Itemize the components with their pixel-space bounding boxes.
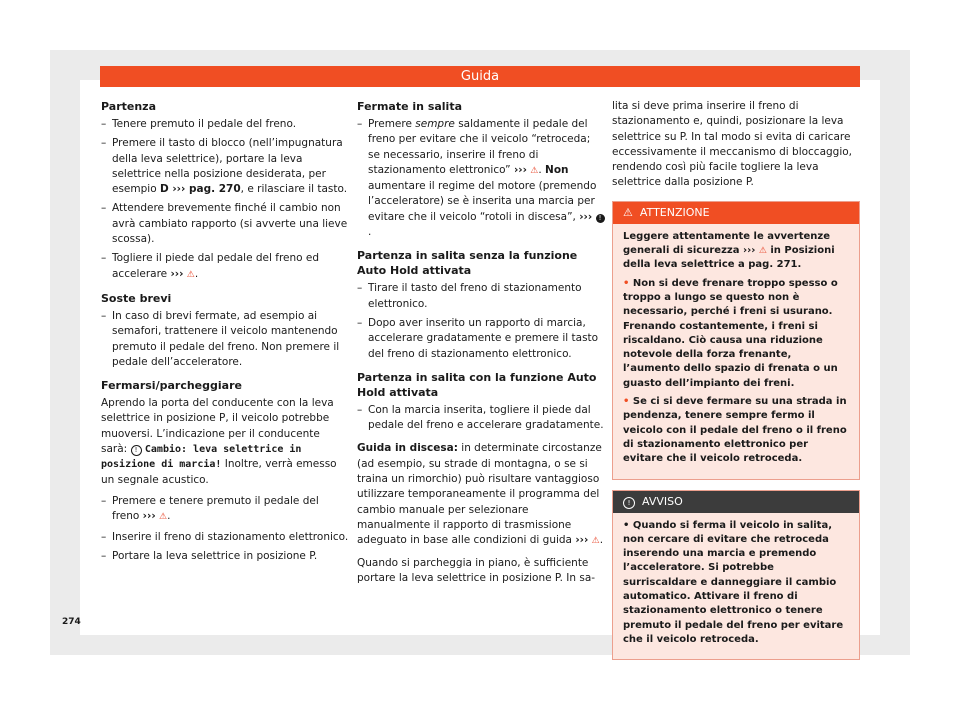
heading-fermate: Fermate in salita bbox=[357, 100, 463, 113]
list-item: – Tirare il tasto del freno di stazionamento elettronico. bbox=[357, 282, 582, 310]
column-3 bbox=[612, 99, 860, 660]
avviso-bullet: • Quando si ferma il veicolo in salita, non cercare di evitare che retroceda inserendo una marcia e premendo l’acceleratore. Si potrebbe surriscaldare e danneggiare il cambio automatico. Attivare il freno di stazionamento elettronico o tenere premuto il pedale del freno per evitare che il veicolo retroceda. bbox=[623, 519, 844, 645]
heading-senza-autohold: Partenza in salita senza la funzione Auto Hold attivata bbox=[357, 249, 578, 278]
paragraph: Aprendo la porta del conducente con la leva selettrice in posizione P, il veicolo potrebbe muoversi. L’indicazione per il conducente sarà: ! Cambio: leva selettrice in posizione di marcia! Inoltre, verrà emesso un segnale acustico. bbox=[101, 397, 337, 486]
info-icon: ! bbox=[623, 497, 635, 509]
attenzione-header: ⚠ ATTENZIONE bbox=[613, 202, 859, 224]
attenzione-box bbox=[612, 201, 860, 480]
info-icon[interactable]: ! bbox=[596, 214, 605, 223]
list-item: – Premere sempre saldamente il pedale del freno per evitare che il veicolo “retroceda; se necessario, inserire il freno di stazionamento elettronico” ››› ⚠. Non aumentare il regime del motore (premendo l’acceleratore) se è inserita una marcia per evitare che il veicolo “rotoli in discesa”, ››› !. bbox=[357, 117, 605, 240]
attenzione-bullet: • Non si deve frenare troppo spesso o troppo a lungo se questo non è necessario, perché i freni si usurano. Frenando costantemente, i freni si riscaldano. Ciò causa una riduzione notevole della forza frenante, l’aumento dello spazio di frenata o un guasto dell’impianto dei freni. bbox=[623, 277, 838, 389]
exclamation-icon: ! bbox=[131, 445, 142, 456]
heading-con-autohold: Partenza in salita con la funzione Auto Hold attivata bbox=[357, 370, 597, 399]
heading-partenza: Partenza bbox=[101, 100, 156, 113]
warning-icon[interactable]: ⚠ bbox=[159, 512, 168, 523]
section-header: Guida bbox=[100, 66, 860, 87]
avviso-header: ! AVVISO bbox=[613, 491, 859, 513]
heading-soste: Soste brevi bbox=[101, 291, 172, 305]
paragraph-discesa: Guida in discesa: in determinate circostanze (ad esempio, su strade di montagna, o se si traina un rimorchio) può risultare vantaggioso utilizzare temporaneamente il programma del cambio manuale per selezionare manualmente il rapporto di trasmissione adeguato in base alle condizioni di guida ››› ⚠. bbox=[357, 442, 604, 547]
list-item: – Tenere premuto il pedale del freno. bbox=[101, 118, 297, 130]
attenzione-bullet: • Se ci si deve fermare su una strada in pendenza, tenere sempre fermo il veicolo con il pedale del freno o il freno di stazionamento elettronico per evitare che il veicolo retroceda. bbox=[623, 396, 847, 465]
paragraph-piano: Quando si parcheggia in piano, è sufficiente portare la leva selettrice in posizione P. In sa- bbox=[357, 556, 596, 584]
list-item: – Dopo aver inserito un rapporto di marcia, accelerare gradatamente e premere il tasto del freno di stazionamento elettronico. bbox=[357, 316, 599, 360]
warning-icon[interactable]: ⚠ bbox=[758, 246, 767, 257]
heading-fermarsi: Fermarsi/parcheggiare bbox=[101, 379, 242, 393]
list-item: – Togliere il piede dal pedale del freno ed accelerare ››› ⚠. bbox=[101, 252, 320, 280]
list-item: – Attendere brevemente finché il cambio non avrà cambiato rapporto (si avverte una lieve scossa). bbox=[101, 202, 348, 246]
avviso-box bbox=[612, 490, 860, 661]
page-reference[interactable]: D ››› pag. 270 bbox=[159, 183, 241, 196]
list-item: – In caso di brevi fermate, ad esempio ai semafori, trattenere il veicolo mantenendo premuto il pedale del freno. Non premere il pedale dell’acceleratore. bbox=[101, 309, 340, 368]
list-item: – Portare la leva selettrice in posizione P. bbox=[101, 549, 318, 562]
warning-icon[interactable]: ⚠ bbox=[530, 165, 539, 176]
paragraph-continued: lita si deve prima inserire il freno di stazionamento e, quindi, posizionare la leva selettrice su P. In tal modo si evita di caricare eccessivamente il meccanismo di bloccaggio, rendendo così più facile togliere la leva selettrice dalla posizione P. bbox=[612, 100, 853, 189]
list-item: – Con la marcia inserita, togliere il piede dal pedale del freno e accelerare gradatamente. bbox=[357, 403, 604, 432]
list-item: – Premere il tasto di blocco (nell’impugnatura della leva selettrice), portare la leva selettrice nella posizione desiderata, per esempio D ››› pag. 270, e rilasciare il tasto. bbox=[101, 137, 348, 196]
list-item: – Inserire il freno di stazionamento elettronico. bbox=[101, 530, 349, 543]
column-2 bbox=[357, 99, 605, 592]
warning-icon[interactable]: ⚠ bbox=[591, 536, 600, 547]
attenzione-intro: Leggere attentamente le avvertenze generali di sicurezza ››› ⚠ in Posizioni della leva selettrice a pag. 271. bbox=[623, 230, 835, 271]
page-number: 274 bbox=[62, 617, 81, 627]
list-item: – Premere e tenere premuto il pedale del freno ››› ⚠. bbox=[101, 494, 319, 523]
warning-icon: ⚠ bbox=[623, 205, 633, 219]
column-1 bbox=[101, 99, 349, 568]
warning-icon[interactable]: ⚠ bbox=[186, 269, 195, 280]
